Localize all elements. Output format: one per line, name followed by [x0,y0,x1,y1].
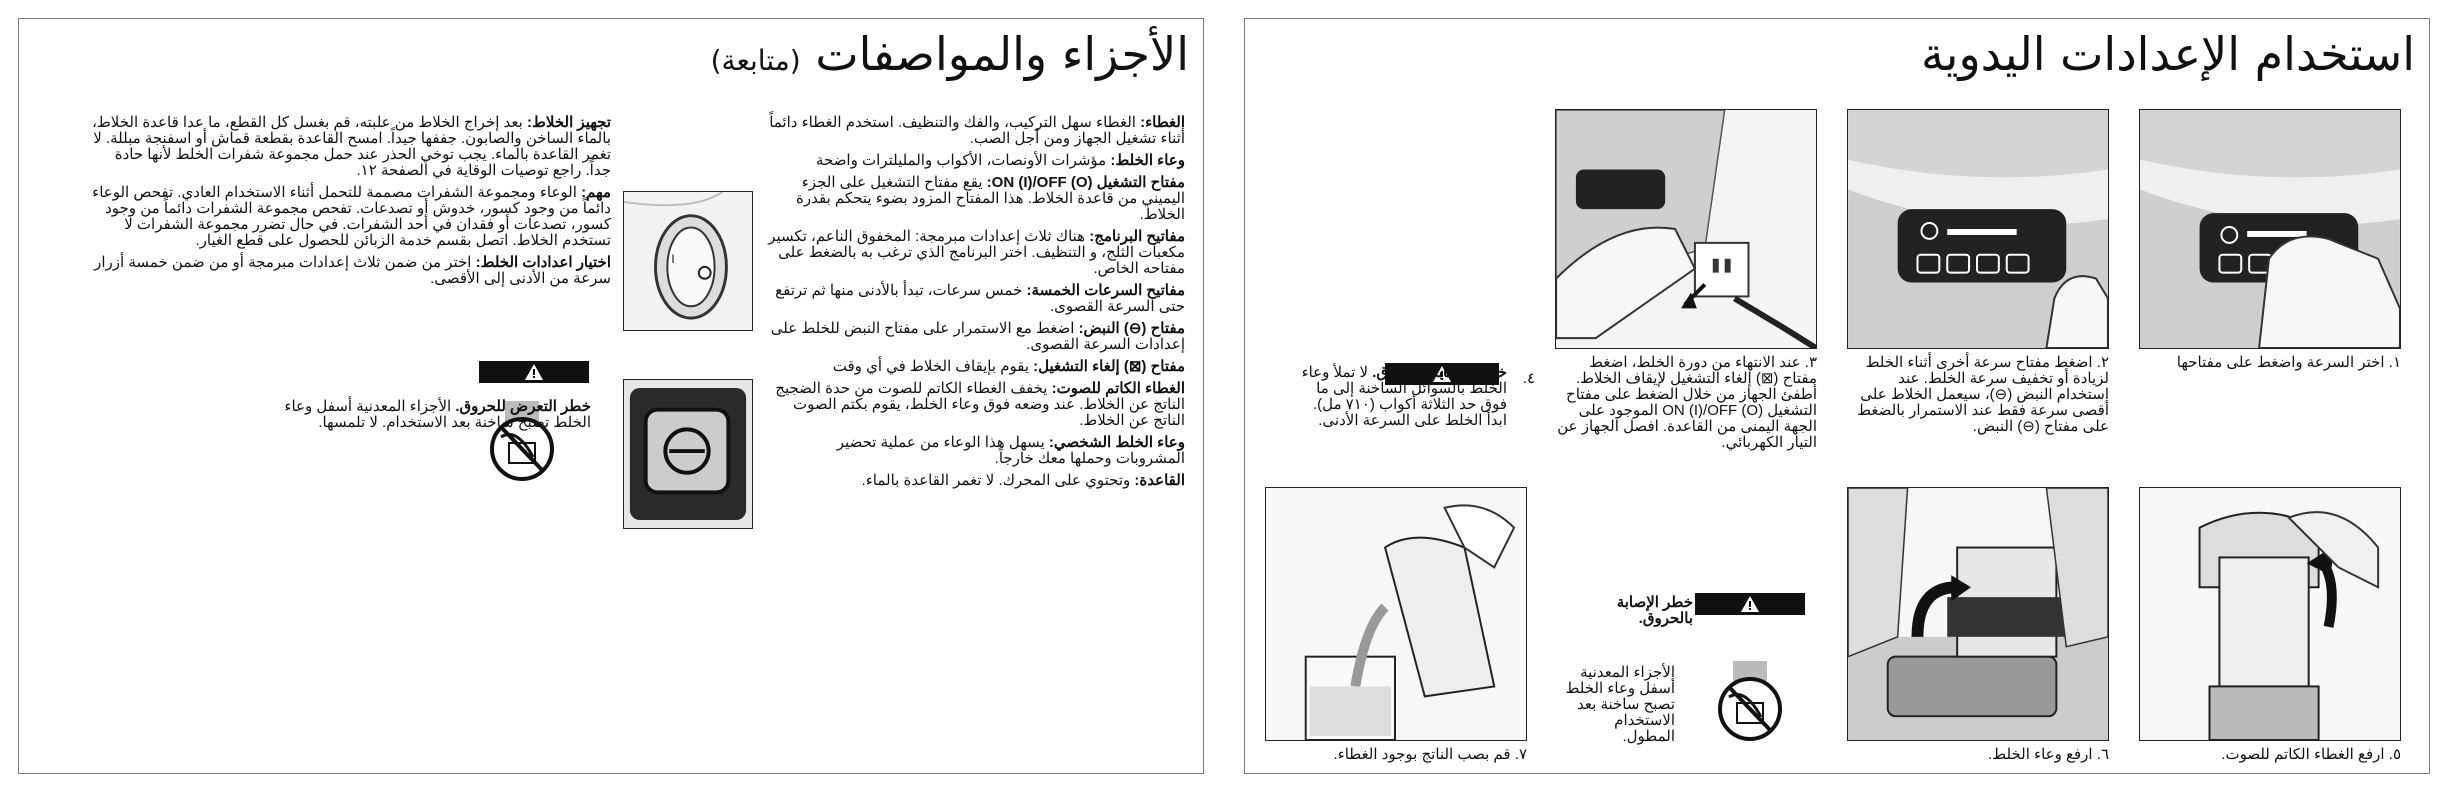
parts-label: مفتاح (⊠) إلغاء التشغيل: [1033,358,1185,375]
parts-label: وعاء الخلط الشخصي: [1048,434,1185,451]
prep-text: اختر من ضمن ثلاث إعدادات مبرمجة أو من ضمن خمسة أزرار سرعة من الأدنى إلى الأقصى. [94,254,611,287]
parts-text: وتحتوي على المحرك. لا تغمر القاعدة بالماء. [861,472,1135,489]
step4-warning-body: لا تملأ وعاء الخلط بالسوائل الساخنة إلى ما فوق حد الثلاثة أكواب (٧١٠ مل). ابدأ الخلط على السرعة الأدنى. [1301,364,1507,429]
parts-paragraph [767,115,1185,147]
parts-text: خمس سرعات، تبدأ بالأدنى منها ثم ترتفع حتى السرعة القصوى. [775,282,1185,315]
prep-paragraph [89,115,611,179]
prep-label: اختيار اعدادات الخلط: [475,254,611,271]
step7-photo [1265,487,1527,741]
parts-paragraph [767,381,1185,429]
prep-text: بعد إخراج الخلاط من علبته، قم بغسل كل القطع، ما عدا قاعدة الخلاط، بالماء الساخن والصابون. جففها جيداً. امسح القاعدة بقطعة قماش أو اسفنجة مبللة. لا تغمر القاعدة بالماء. يجب توخي الحذر عند حمل مجموعة شفرات الخلط لأنها حادة جداً. راجع توصيات الوقاية في الصفحة ١٢. [92,114,611,179]
parts-label: مفتاح (⊖) النبض: [1078,320,1185,337]
step4-warning-title: خطر الإصابة بالحروق. [1372,364,1507,381]
step1-photo [2139,109,2401,349]
parts-paragraph [767,435,1185,467]
title-sub: (متابعة) [710,44,801,77]
warning-text [267,399,591,431]
step7-caption: ٧. قم بصب الناتج بوجود الغطاء. [1333,746,1527,763]
step3-photo [1555,109,1817,349]
step5-caption: ٥. ارفع الغطاء الكاتم للصوت. [2221,746,2401,763]
step6-warning-title: خطر الإصابة بالحروق. [1616,594,1693,627]
parts-text: يقع مفتاح التشغيل على الجزء اليميني من قاعدة الخلاط. هذا المفتاح المزود بضوء يتحكم بقدرة الخلاط. [796,174,1185,223]
parts-text: الغطاء سهل التركيب، والفك والتنظيف. استخدم الغطاء دائماً أثناء تشغيل الجهاز ومن أجل الصب. [769,114,1185,147]
step3-caption: ٣. عند الانتهاء من دورة الخلط، اضغط مفتاح (⊠) إلغاء التشغيل لإيقاف الخلاط. أطفئ الجهاز من خلال الضغط على مفتاح التشغيل (O) ON (I)/OFF الموجود على الجهة اليمنى من القاعدة. افصل الجهاز عن التيار الكهربائي. [1557,354,1817,451]
warning-triangle-icon [524,363,544,381]
step6-caption: ٦. ارفع وعاء الخلط. [1988,746,2109,763]
warning-banner [479,361,589,383]
left-page-title [711,27,1189,81]
parts-text: اضغط مع الاستمرار على مفتاح النبض للخلط على إعدادات السرعة القصوى. [770,320,1185,353]
parts-text: يخفف الغطاء الكاتم للصوت من حدة الضجيج الناتج عن الخلاط. عند وضعه فوق وعاء الخلط، يقوم بكتم الصوت الناتج عن الخلاط. [775,380,1185,429]
step5-photo [2139,487,2401,741]
no-touch-hot-parts-icon [1715,657,1785,747]
parts-label: الغطاء: [1140,114,1185,131]
parts-paragraph [767,359,1185,375]
parts-label: مفاتيح البرنامج: [1089,228,1185,245]
parts-paragraph [767,321,1185,353]
parts-text: يسهل هذا الوعاء من عملية تحضير المشروبات وحملها معك خارجاً. [836,434,1185,467]
power-switch-illustration [623,191,753,331]
prep-text: الوعاء ومجموعة الشفرات مصممة للتحمل أثناء الاستخدام العادي. تفحص الوعاء دائماً من وجود كسور، خدوش أو تصدعات. تفحص مجموعة الشفرات دائماً من وجود كسور، تصدعات أو فقدان في أحد الشفرات. في حال تضرر مجموعة الشفرات لا تستخدم الخلاط. اتصل بقسم خدمة الزبائن للحصول على قطع الغيار. [92,184,611,249]
step6-photo [1847,487,2109,741]
left-page [18,18,1204,774]
parts-label: الغطاء الكاتم للصوت: [1051,380,1185,397]
parts-label: القاعدة: [1134,472,1185,489]
right-page-title: استخدام الإعدادات اليدوية [1920,27,2415,81]
warning-body: الأجزاء المعدنية أسفل وعاء الخلط تصبح ساخنة بعد الاستخدام. لا تلمسها. [284,398,591,431]
parts-paragraph [767,153,1185,169]
parts-paragraph [767,473,1185,489]
blender-jar [2219,557,2308,686]
parts-paragraph [767,175,1185,223]
step6-warning-body: الأجزاء المعدنية أسفل وعاء الخلط تصبح ساخنة بعد الاستخدام المطول. [1565,664,1675,745]
step2-caption: ٢. اضغط مفتاح سرعة أخرى أثناء الخلط لزيادة أو تخفيف سرعة الخلط. عند استخدام النبض (⊖)، سيعمل الخلاط على أقصى سرعة فقط عند الاستمرار بالضغط على مفتاح (⊖) النبض. [1857,354,2109,435]
step4-warning-text [1295,365,1507,429]
parts-label: وعاء الخلط: [1110,152,1185,169]
parts-paragraph [767,229,1185,277]
switch-on-label: I [671,251,675,266]
parts-text: مؤشرات الأونصات، الأكواب والمليلترات واضحة [815,152,1111,169]
title-main: الأجزاء والمواصفات [815,27,1189,81]
warning-triangle-icon [1740,595,1760,613]
parts-label: مفتاح التشغيل (O) ON (I)/OFF: [986,174,1185,191]
step4-number: ٤. [1522,370,1535,387]
prep-paragraph [89,255,611,287]
step1-caption: ١. اختر السرعة واضغط على مفتاحها [2176,354,2401,371]
right-page [1244,18,2430,774]
parts-label: مفاتيح السرعات الخمسة: [1026,282,1185,299]
step6-warning-banner [1695,593,1805,615]
parts-paragraph [767,283,1185,315]
step2-photo [1847,109,2109,349]
parts-description-column [767,115,1185,495]
prep-label: مهم: [581,184,611,201]
prep-label: تجهيز الخلاط: [527,114,611,131]
pulse-button-illustration [623,379,753,529]
preparation-column [89,115,611,293]
motor-base [1888,657,2057,717]
warning-title: خطر التعرض للحروق. [455,398,591,415]
prep-paragraph [89,185,611,249]
parts-text: هناك ثلاث إعدادات مبرمجة: المخفوق الناعم، تكسير مكعبات الثلج، و التنظيف. اختر البرنامج الذي ترغب به بالضغط على مفتاحه الخاص. [768,228,1185,277]
parts-text: يقوم بإيقاف الخلاط في أي وقت [832,358,1034,375]
